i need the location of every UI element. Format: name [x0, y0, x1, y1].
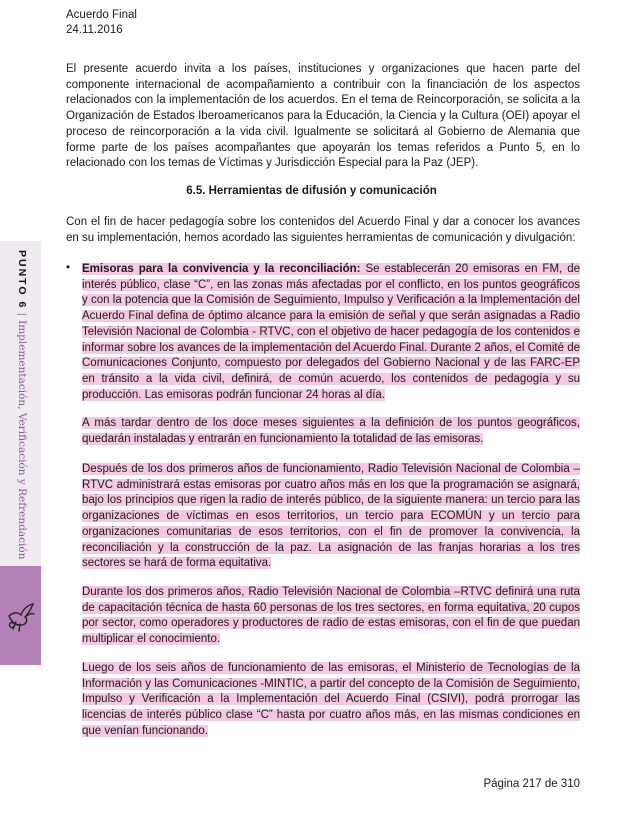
document-date: 24.11.2016: [66, 24, 123, 36]
document-title: Acuerdo Final: [66, 9, 137, 21]
intro-paragraph: El presente acuerdo invita a los países, instituciones y organizaciones que hacen parte del componente internacional de acompañamiento a contribuir con la financiación de los aspectos relacionados con la implementación de los acuerdos. En el tema de Reincorporación, se solicita a la Organización de Estados Iberoamericanos para la Educación, la Ciencia y la Cultura (OEI) apoyar el proceso de reincorporación a la vida civil. Igualmente se solicitará al Gobierno de Alemania que forme parte de los países acompañantes que apoyarán los temas referidos a Punto 5, en lo relacionado con los temas de Víctimas y Jurisdicción Especial para la Paz (JEP).: [66, 63, 580, 170]
paragraph-3-text: Durante los dos primeros años, Radio Televisión Nacional de Colombia –RTVC definirá una ruta de capacitación técnica de hasta 60 personas de los tres sectores, en forma equitativa, 20 cupos por sector, como operadores y productores de radio de estas emisoras, con el fin de que puedan multiplicar el conocimiento.: [82, 586, 580, 646]
sidebar-subtitle: Implementación, Verificación y Refrendación: [16, 320, 28, 560]
paragraph-1: [82, 416, 580, 447]
section-intro: Con el fin de hacer pedagogía sobre los contenidos del Acuerdo Final y dar a conocer los avances en su implementación, hemos acordado las siguientes herramientas de comunicación y divulgación:: [66, 216, 580, 244]
sidebar-logo-box: [0, 566, 41, 665]
bullet-emisoras: [82, 262, 580, 403]
paragraph-3: [82, 585, 580, 648]
paragraph-2: [82, 462, 580, 572]
paragraph-2-text: Después de los dos primeros años de funcionamiento, Radio Televisión Nacional de Colombia – RTVC administrará estas emisoras por cuatro años más en los que la programación se asignará, bajo los principios que rigen la radio de interés público, de la siguiente manera: un tercio para las organizaciones de víctimas en esos territorios, un tercio para ECOMÚN y un tercio para organizaciones comunitarias de esos territorios, con el fin de promover la convivencia, la reconciliación y la construcción de la paz. La asignación de las franjas horarias a los tres sectores se hará de forma equitativa.: [82, 463, 580, 570]
bullet-title: Emisoras para la convivencia y la reconciliación:: [82, 263, 361, 275]
sidebar-punto: PUNTO 6: [16, 250, 28, 310]
section-heading: 6.5. Herramientas de difusión y comunicación: [186, 185, 437, 197]
document-header: [66, 8, 137, 38]
sidebar-separator: |: [16, 313, 28, 317]
page-number: Página 217 de 310: [483, 778, 580, 790]
dove-logo-icon: [4, 594, 37, 634]
paragraph-4-text: Luego de los seis años de funcionamiento de las emisoras, el Ministerio de Tecnologías de la Información y las Comunicaciones -MINTIC, a partir del concepto de la Comisión de Seguimiento, Impulso y Verificación a la Implementación del Acuerdo Final (CSIVI), podrá prorrogar las licencias de interés público clase “C” hasta por cuatro años más, en las mismas condiciones en que venían funcionando.: [82, 662, 580, 737]
sidebar-label: [14, 250, 28, 560]
bullet-symbol: •: [66, 262, 71, 274]
bullet-text: Se establecerán 20 emisoras en FM, de interés público, clase “C”, en las zonas más afectadas por el conflicto, en los puntos geográficos y con la potencia que la Comisión de Seguimiento, Impulso y Verificación a la Implementación del Acuerdo Final defina de óptimo alcance para la emisión de señal y que serán asignadas a Radio Televisión Nacional de Colombia - RTVC, con el objetivo de hacer pedagogía de los contenidos e informar sobre los avances de la implementación del Acuerdo Final. Durante 2 años, el Comité de Comunicaciones Conjunto, compuesto por delegados del Gobierno Nacional y de las FARC-EP en tránsito a la vida civil, definirá, de común acuerdo, los contenidos de pedagogía y su producción. Las emisoras podrán funcionar 24 horas al día.: [82, 263, 580, 401]
paragraph-1-text: A más tardar dentro de los doce meses siguientes a la definición de los puntos geográficos, quedarán instaladas y entrarán en funcionamiento la totalidad de las emisoras.: [82, 417, 580, 445]
paragraph-4: [82, 661, 580, 740]
